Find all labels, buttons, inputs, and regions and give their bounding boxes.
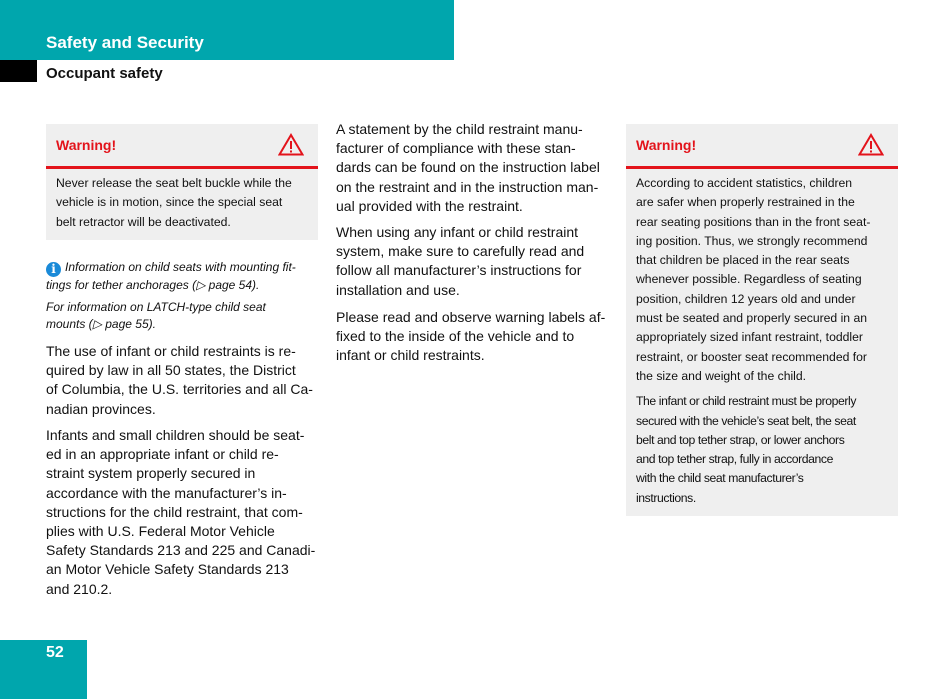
warning-triangle-icon bbox=[278, 133, 304, 156]
warning-paragraph: According to accident statistics, children are safer when properly restrained in the rear seating positions than in the front seat- ing position. Thus, we strongly recommend that children be placed in the rear seats whenever possible. Regardless of seating position, children 12 years old and under must be seated and properly secured in an appropriately sized infant restraint, toddler restraint, or booster seat recommended for the size and weight of the child. bbox=[636, 176, 871, 383]
paragraph: When using any infant or child restraint system, make sure to carefully read and follow all manufacturer’s instructions for installation and use. bbox=[336, 224, 585, 298]
page-link-54[interactable]: Information on child seats with mounting fit- tings for tether anchorages (▷ page 54). bbox=[46, 260, 296, 292]
warning-label: Warning! bbox=[636, 137, 697, 153]
section-marker bbox=[0, 60, 37, 82]
warning-triangle-icon bbox=[858, 133, 884, 156]
info-note-latch[interactable]: For information on LATCH-type child seat mounts (▷ page 55). bbox=[46, 300, 266, 331]
info-icon: i bbox=[46, 262, 61, 277]
info-note bbox=[46, 259, 296, 294]
warning-label: Warning! bbox=[56, 137, 117, 153]
page-number-tab bbox=[0, 640, 87, 699]
warning-paragraph: The infant or child restraint must be properly secured with the vehicle’s seat belt, the seat belt and top tether strap, or lower anchors and top tether strap, fully in accordance with the child seat manufacturer’s instructions. bbox=[636, 394, 857, 505]
warning-text: Never release the seat belt buckle while the vehicle is in motion, since the special seat belt retractor will be deactivated. bbox=[56, 176, 292, 229]
warning-box-seatbelt bbox=[46, 124, 318, 240]
paragraph: A statement by the child restraint manu- facturer of compliance with these stan- dards can be found on the instruction label on the restraint and in the instruction man- ual provided with the restraint. bbox=[336, 121, 600, 214]
paragraph: Please read and observe warning labels af- fixed to the inside of the vehicle and to infant or child restraints. bbox=[336, 309, 606, 364]
paragraph: The use of infant or child restraints is re- quired by law in all 50 states, the District of Columbia, the U.S. territories and all Ca- nadian provinces. bbox=[46, 343, 313, 417]
section-header-bar bbox=[0, 0, 454, 60]
paragraph: Infants and small children should be seat- ed in an appropriate infant or child re- straint system properly secured in accordance with the manufacturer’s in- structions for the child restraint, that com- plies with U.S. Federal Motor Vehicle Safety Standards 213 and 225 and Canadi- an Motor Vehicle Safety Standards 213 and 210.2. bbox=[46, 427, 316, 597]
page-number: 52 bbox=[46, 644, 64, 661]
section-title: Safety and Security bbox=[46, 33, 204, 52]
warning-box-child-seating bbox=[626, 124, 898, 516]
subsection-title: Occupant safety bbox=[46, 65, 163, 82]
